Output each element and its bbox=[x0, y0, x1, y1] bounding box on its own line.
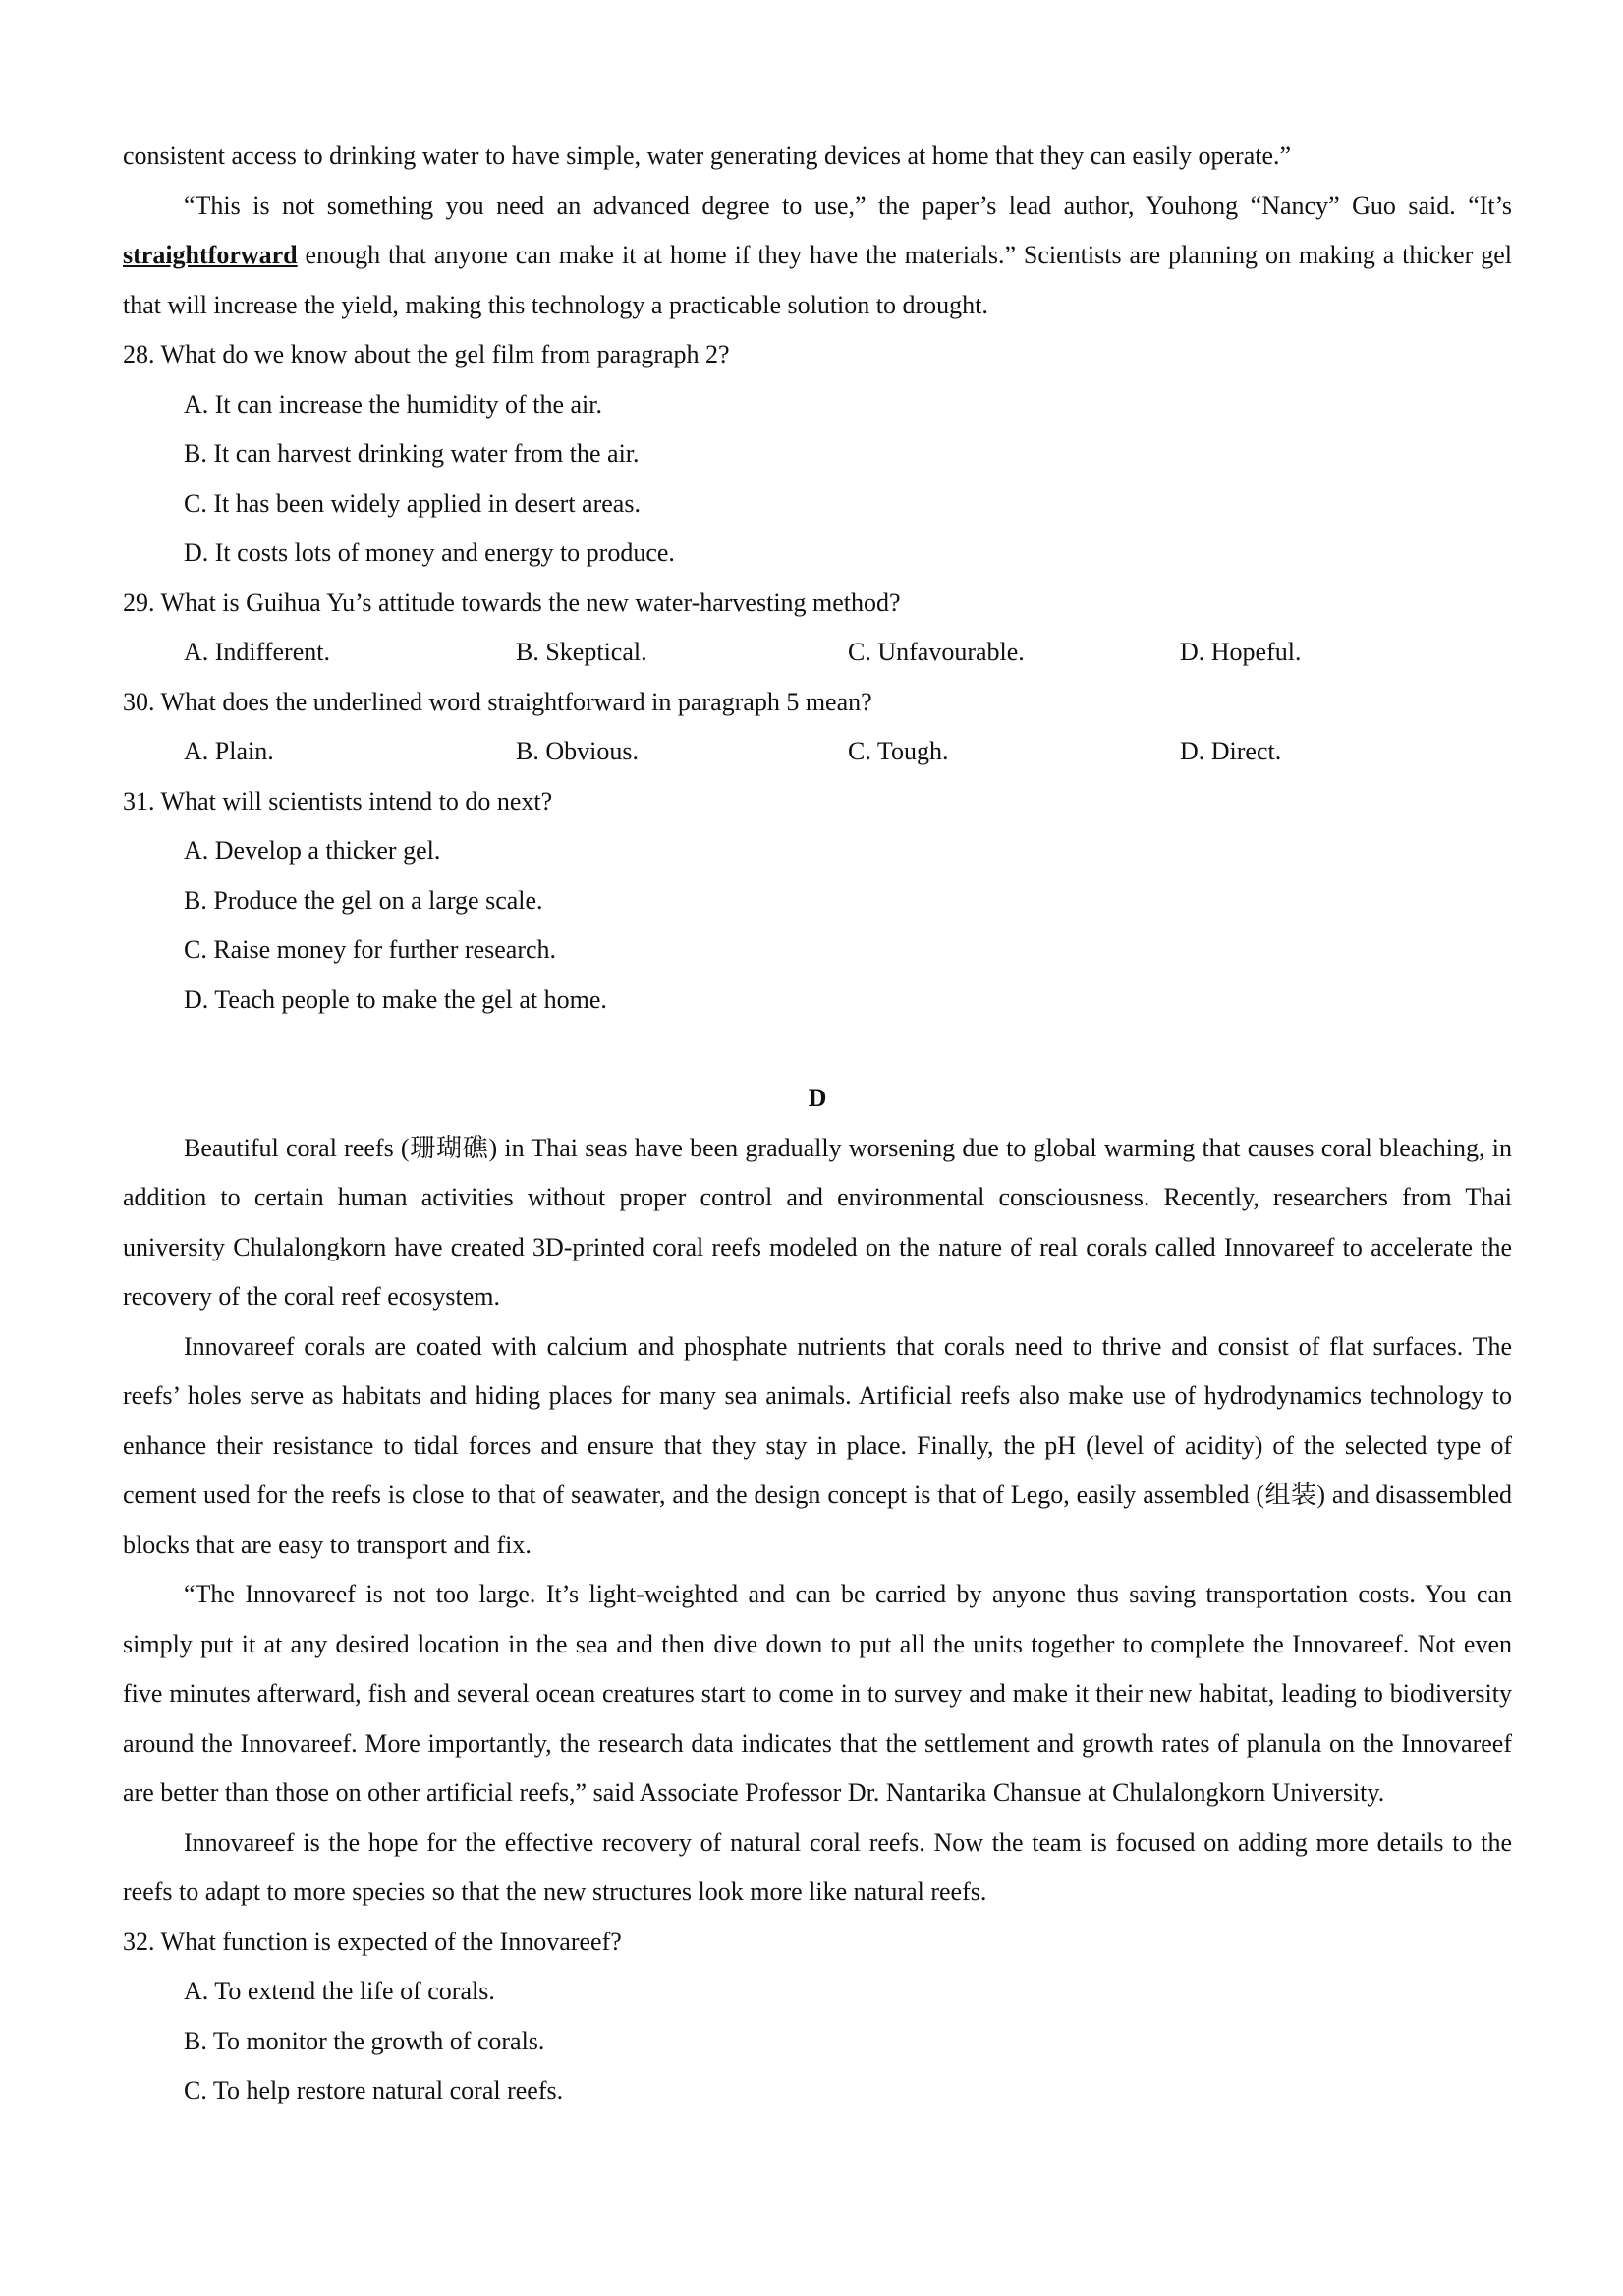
section-title: D bbox=[808, 1084, 827, 1112]
option-b: B. Skeptical. bbox=[516, 638, 647, 666]
option-a: A. Develop a thicker gel. bbox=[184, 836, 441, 865]
option-b: B. Obvious. bbox=[516, 737, 639, 765]
passage-d-paragraph-1: Beautiful coral reefs (珊瑚礁) in Thai seas have been gradually worsening due to global warming that causes coral bleaching, in addition to certain human activities without proper control and environmental consciousness. Recently, researchers from Thai university Chulalongkorn have created 3D-printed coral reefs modeled on the nature of real corals called Innovareef to accelerate the recovery of the coral reef ecosystem. bbox=[123, 1133, 1512, 1311]
question-stem: 32. What function is expected of the Innovareef? bbox=[123, 1927, 622, 1956]
option-d: D. It costs lots of money and energy to produce. bbox=[184, 538, 675, 567]
option-d: D. Teach people to make the gel at home. bbox=[184, 984, 607, 1014]
option-d: D. Hopeful. bbox=[1180, 638, 1302, 666]
option-a: A. To extend the life of corals. bbox=[184, 1977, 495, 2005]
option-d: D. Direct. bbox=[1180, 737, 1282, 765]
option-c: C. Tough. bbox=[848, 737, 949, 765]
passage-d-paragraph-4: Innovareef is the hope for the effective recovery of natural coral reefs. Now the team is focused on adding more details to the reefs to adapt to more species so that the new structures look more like natural reefs. bbox=[123, 1827, 1512, 1906]
question-stem: 28. What do we know about the gel film from paragraph 2? bbox=[123, 340, 730, 368]
question-28 bbox=[123, 330, 1512, 579]
option-c: C. It has been widely applied in desert areas. bbox=[184, 488, 641, 518]
paragraph-text-part: enough that anyone can make it at home if they have the materials.” Scientists are planning on making a thicker gel that will increase the yield, making this technology a practicable solution to drought. bbox=[123, 241, 1512, 319]
option-a: A. Plain. bbox=[184, 737, 274, 765]
question-29 bbox=[123, 579, 1512, 678]
options-row bbox=[123, 628, 1512, 678]
passage-c-paragraph: consistent access to drinking water to have simple, water generating devices at home that they can easily operate.” bbox=[123, 141, 1292, 170]
option-c: C. Unfavourable. bbox=[848, 638, 1025, 666]
passage-d-paragraph-2: Innovareef corals are coated with calcium and phosphate nutrients that corals need to thrive and consist of flat surfaces. The reefs’ holes serve as habitats and hiding places for many sea animals. Artificial reefs also make use of hydrodynamics technology to enhance their resistance to tidal forces and ensure that they stay in place. Finally, the pH (level of acidity) of the selected type of cement used for the reefs is close to that of seawater, and the design concept is that of Lego, easily assembled (组装) and disassembled blocks that are easy to transport and fix. bbox=[123, 1331, 1512, 1559]
question-stem: 30. What does the underlined word straightforward in paragraph 5 mean? bbox=[123, 687, 872, 716]
option-b: B. Produce the gel on a large scale. bbox=[184, 885, 543, 915]
question-31 bbox=[123, 777, 1512, 1026]
options-row bbox=[123, 727, 1512, 777]
paragraph-text-part: “This is not something you need an advanced degree to use,” the paper’s lead author, Youhong “Nancy” Guo said. “It’s bbox=[184, 191, 1512, 220]
question-stem: 31. What will scientists intend to do next? bbox=[123, 786, 553, 815]
passage-d-paragraph-3: “The Innovareef is not too large. It’s light-weighted and can be carried by anyone thus saving transportation costs. You can simply put it at any desired location in the sea and then dive down to put all the units together to complete the Innovareef. Not even five minutes afterward, fish and several ocean creatures start to come in to survey and make it their new habitat, leading to biodiversity around the Innovareef. More importantly, the research data indicates that the settlement and growth rates of planula on the Innovareef are better than those on other artificial reefs,” said Associate Professor Dr. Nantarika Chansue at Chulalongkorn University. bbox=[123, 1580, 1512, 1807]
underlined-word: straightforward bbox=[123, 241, 298, 269]
option-c: C. Raise money for further research. bbox=[184, 935, 557, 964]
option-a: A. It can increase the humidity of the air. bbox=[184, 389, 602, 419]
question-32 bbox=[123, 1918, 1512, 2116]
option-b: B. To monitor the growth of corals. bbox=[184, 2026, 545, 2055]
option-c: C. To help restore natural coral reefs. bbox=[184, 2076, 564, 2104]
option-a: A. Indifferent. bbox=[184, 638, 330, 666]
passage-c-quote-paragraph bbox=[123, 182, 1512, 331]
question-30 bbox=[123, 678, 1512, 777]
option-b: B. It can harvest drinking water from the air. bbox=[184, 439, 640, 468]
question-stem: 29. What is Guihua Yu’s attitude towards the new water-harvesting method? bbox=[123, 588, 901, 617]
